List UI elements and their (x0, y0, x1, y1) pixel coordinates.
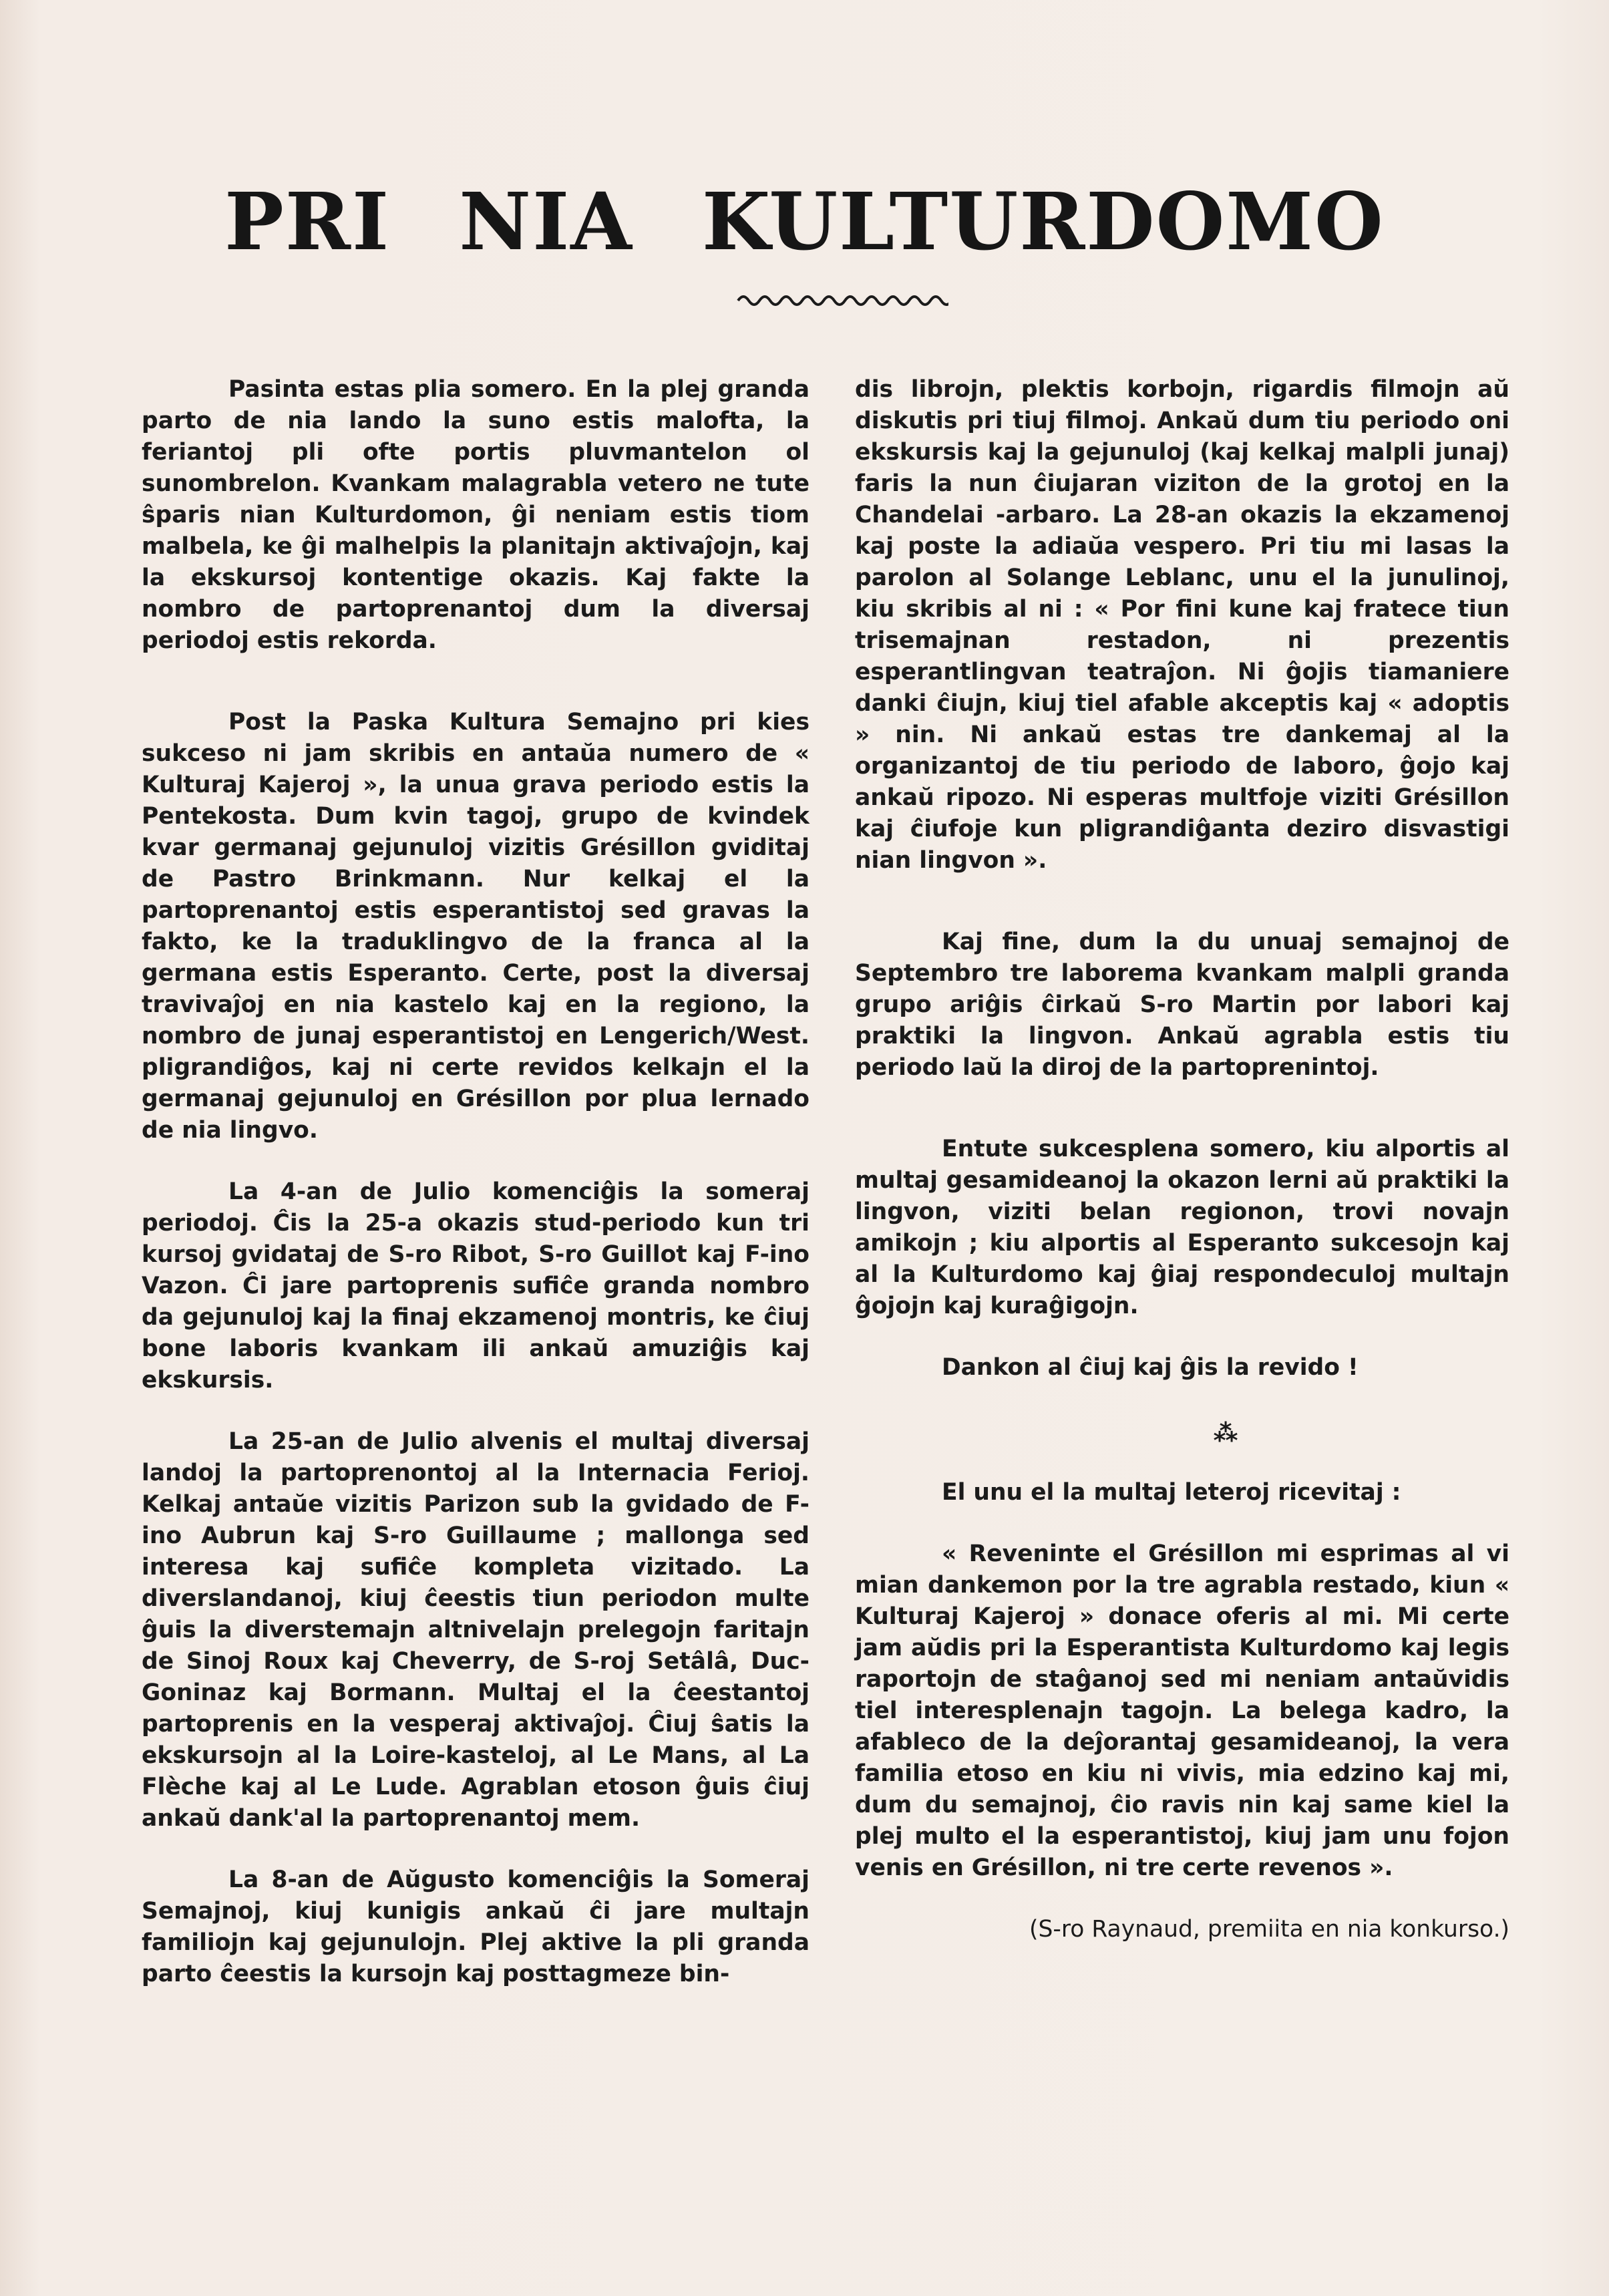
paragraph: La 25-an de Julio alvenis el multaj diversaj landoj la partoprenontoj al la Internacia Ferioj. Kelkaj antaŭe vizitis Parizon sub la gvidado de F-ino Aubrun kaj S-ro Guillaume ; mallonga sed interesa kaj sufiĉe kompleta vizitado. La diverslandanoj, kiuj ĉeestis tiun periodon multe ĝuis la diverstemajn altnivelajn prelegojn faritajn de Sinoj Roux kaj Cheverry, de S-roj Setâlâ, Duc-Goninaz kaj Bormann. Multaj el la ĉeestantoj partoprenis en la vesperaj aktivaĵoj. Ĉiuj ŝatis la ekskursojn al la Loire-kasteloj, al Le Mans, al La Flèche kaj al Le Lude. Agrablan etoson ĝuis ĉiuj ankaŭ dank'al la partoprenantoj mem. (142, 1428, 810, 1832)
right-column (855, 374, 1509, 1945)
asterism-icon: ⁂ (1213, 1420, 1238, 1447)
wavy-ornament-icon (735, 287, 948, 314)
paragraph: La 4-an de Julio komenciĝis la someraj periodoj. Ĉis la 25-a okazis stud-periodo kun tri kursoj gvidataj de S-ro Ribot, S-ro Guillot kaj F-ino Vazon. Ĉi jare partoprenis sufiĉe granda nombro da gejunuloj kaj la finaj ekzamenoj montris, ke ĉiuj bone laboris kvankam ili ankaŭ amuziĝis kaj ekskursis. (142, 1178, 810, 1393)
paragraph: dis librojn, plektis korbojn, rigardis filmojn aŭ diskutis pri tiuj filmoj. Ankaŭ dum tiu periodo oni ekskursis kaj la gejunuloj (kaj kelkaj malpli junaj) faris la nun ĉiujaran viziton de la grotoj en la Chandelai -arbaro. La 28-an okazis la ekzamenoj kaj poste la adiaŭa vespero. Pri tiu mi lasas la parolon al Solange Leblanc, unu el la junulinoj, kiu skribis al ni : « Por fini kune kaj fratece tiun trisemajnan restadon, ni prezentis esperantlingvan teatraĵon. Ni ĝojis tiamaniere danki ĉiujn, kiuj tiel afable akceptis kaj « adoptis » nin. Ni ankaŭ estas tre dankemaj al la organizantoj de tiu periodo de laboro, ĝojo kaj ankaŭ ripozo. Ni esperas multfoje viziti Grésillon kaj ĉiufoje kun pligrandiĝanta deziro disvastigi nian lingvon ». (855, 376, 1509, 874)
paragraph: Entute sukcesplena somero, kiu alportis al multaj gesamideanoj la okazon lerni aŭ praktiki la lingvon, viziti belan regionon, trovi novajn amikojn ; kiu alportis al Esperanto sukcesojn kaj al la Kulturdomo kaj ĝiaj respondeculoj multajn ĝojojn kaj kuraĝigojn. (855, 1136, 1509, 1319)
letter-quote: « Reveninte el Grésillon mi esprimas al vi mian dankemon por la tre agrabla restado, kiun « Kulturaj Kajeroj » donace oferis al mi. Mi certe jam aŭdis pri la Esperantista Kulturdomo kaj legis raportojn de staĝanoj sed mi neniam antaŭvidis tiel interesplenajn tagojn. La belega kadro, la afableco de la deĵorantaj gesamideanoj, la vera familia etoso en kiu ni vivis, mia edzino kaj mi, dum du semajnoj, ĉio ravis nin kaj same kiel la plej multo el la esperantistoj, kiuj jam unu fojon venis en Grésillon, ni tre certe revenos ». (855, 1540, 1509, 1881)
paragraph: Post la Paska Kultura Semajno pri kies sukceso ni jam skribis en antaŭa numero de « Kulturaj Kajeroj », la unua grava periodo estis la Pentekosta. Dum kvin tagoj, grupo de kvindek kvar germanaj gejunuloj vizitis Grésillon gviditaj de Pastro Brinkmann. Nur kelkaj el la partoprenantoj estis esperantistoj sed gravas la fakto, ke la traduklingvo de la franca al la germana estis Esperanto. Certe, post la diversaj travivaĵoj en nia kastelo kaj en la regiono, la nombro de junaj esperantistoj en Lengerich/West. pligrandiĝos, kaj ni certe revidos kelkajn el la germanaj gejunuloj en Grésillon por plua lernado de nia lingvo. (142, 709, 810, 1144)
signature: (S-ro Raynaud, premiita en nia konkurso.) (1029, 1916, 1509, 1943)
left-column (142, 374, 810, 1990)
letter-intro: El unu el la multaj leteroj ricevitaj : (942, 1479, 1401, 1506)
paragraph: Kaj fine, dum la du unuaj semajnoj de Septembro tre laborema kvankam malpli granda grupo ariĝis ĉirkaŭ S-ro Martin por labori kaj praktiki la lingvon. Ankaŭ agrabla estis tiu periodo laŭ la diroj de la partoprenintoj. (855, 929, 1509, 1081)
article-title: PRI NIA KULTURDOMO (224, 175, 1385, 268)
paragraph: Pasinta estas plia somero. En la plej granda parto de nia lando la suno estis malofta, la feriantoj pli ofte portis pluvmantelon ol sunombrelon. Kvankam malagrabla vetero ne tute ŝparis nian Kulturdomon, ĝi neniam estis tiom malbela, ke ĝi malhelpis la planitajn aktivaĵojn, kaj la ekskursoj kontentige okazis. Kaj fakte la nombro de partoprenantoj dum la diversaj periodoj estis rekorda. (142, 376, 810, 654)
closing-line: Dankon al ĉiuj kaj ĝis la revido ! (942, 1354, 1359, 1381)
paragraph: La 8-an de Aŭgusto komenciĝis la Someraj Semajnoj, kiuj kunigis ankaŭ ĉi jare multajn familiojn kaj gejunulojn. Plej aktive la pli granda parto ĉeestis la kursojn kaj posttagmeze bin- (142, 1866, 810, 1987)
